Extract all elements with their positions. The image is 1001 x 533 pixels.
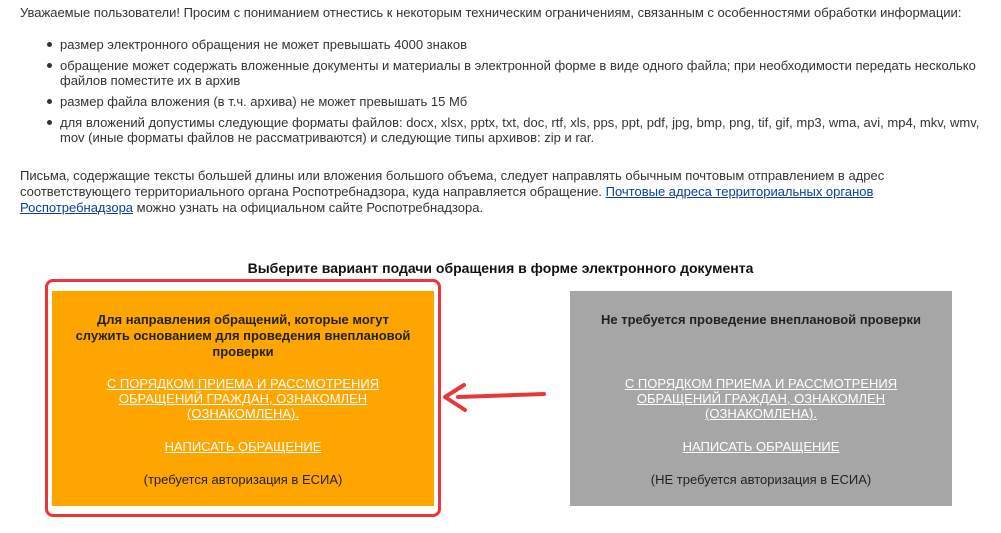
auth-note: (НЕ требуется авторизация в ЕСИА) bbox=[650, 472, 872, 487]
postal-note-text: Письма, содержащие тексты большей длины или вложения большого объема, следует направлять обычным почтовым отправлением в адрес соответствующего территориального органа Роспотребнадзора, куда направляется обращение. bbox=[20, 168, 885, 199]
write-appeal-link[interactable]: НАПИСАТЬ ОБРАЩЕНИЕ bbox=[682, 439, 840, 454]
list-item bbox=[45, 115, 980, 145]
bullet-icon bbox=[47, 120, 52, 125]
procedure-acknowledge-link[interactable]: С ПОРЯДКОМ ПРИЕМА И РАССМОТРЕНИЯ ОБРАЩЕНИЙ ГРАЖДАН, ОЗНАКОМЛЕН (ОЗНАКОМЛЕНА). bbox=[624, 376, 898, 421]
option-no-check-panel bbox=[570, 291, 952, 506]
auth-note: (требуется авторизация в ЕСИА) bbox=[143, 472, 343, 487]
choose-option-title: Выберите вариант подачи обращения в форме электронного документа bbox=[247, 260, 754, 276]
list-item-text: размер электронного обращения не может превышать 4000 знаков bbox=[60, 37, 468, 52]
option-no-check-title: Не требуется проведение внеплановой проверки bbox=[601, 312, 921, 327]
procedure-acknowledge-link[interactable]: С ПОРЯДКОМ ПРИЕМА И РАССМОТРЕНИЯ ОБРАЩЕНИЙ ГРАЖДАН, ОЗНАКОМЛЕН (ОЗНАКОМЛЕНА). bbox=[106, 376, 380, 421]
postal-addresses-link[interactable]: Почтовые адреса территориальных органов Роспотребнадзора bbox=[20, 184, 874, 215]
list-item-text: размер файла вложения (в т.ч. архива) не может превышать 15 Мб bbox=[60, 94, 468, 109]
bullet-icon bbox=[47, 99, 52, 104]
list-item bbox=[45, 94, 980, 109]
bullet-icon bbox=[47, 42, 52, 47]
intro-text: Уважаемые пользователи! Просим с пониманием отнестись к некоторым техническим ограничениям, связанным с особенностями обработки информации: bbox=[20, 5, 962, 20]
option-with-check-title: Для направления обращений, которые могут служить основанием для проведения внеплановой проверки bbox=[75, 312, 411, 359]
red-arrow-icon bbox=[440, 383, 550, 413]
list-item bbox=[45, 58, 980, 88]
restrictions-list bbox=[45, 37, 980, 151]
bullet-icon bbox=[47, 63, 52, 68]
list-item bbox=[45, 37, 980, 52]
highlight-frame bbox=[45, 279, 441, 517]
postal-note bbox=[20, 168, 985, 216]
postal-note-tail: можно узнать на официальном сайте Роспотребнадзора. bbox=[136, 200, 484, 215]
write-appeal-link[interactable]: НАПИСАТЬ ОБРАЩЕНИЕ bbox=[164, 439, 322, 454]
list-item-text: обращение может содержать вложенные документы и материалы в электронной форме в виде одного файла; при необходимости передать несколько файлов поместите их в архив bbox=[60, 58, 976, 88]
list-item-text: для вложений допустимы следующие форматы файлов: docx, xlsx, pptx, txt, doc, rtf, xls, pps, ppt, pdf, jpg, bmp, png, tif, gif, mp3, wma, avi, mp4, mkv, wmv, mov (иные форматы файлов не рассматриваются) и следующие типы архивов: zip и rar. bbox=[60, 115, 980, 145]
